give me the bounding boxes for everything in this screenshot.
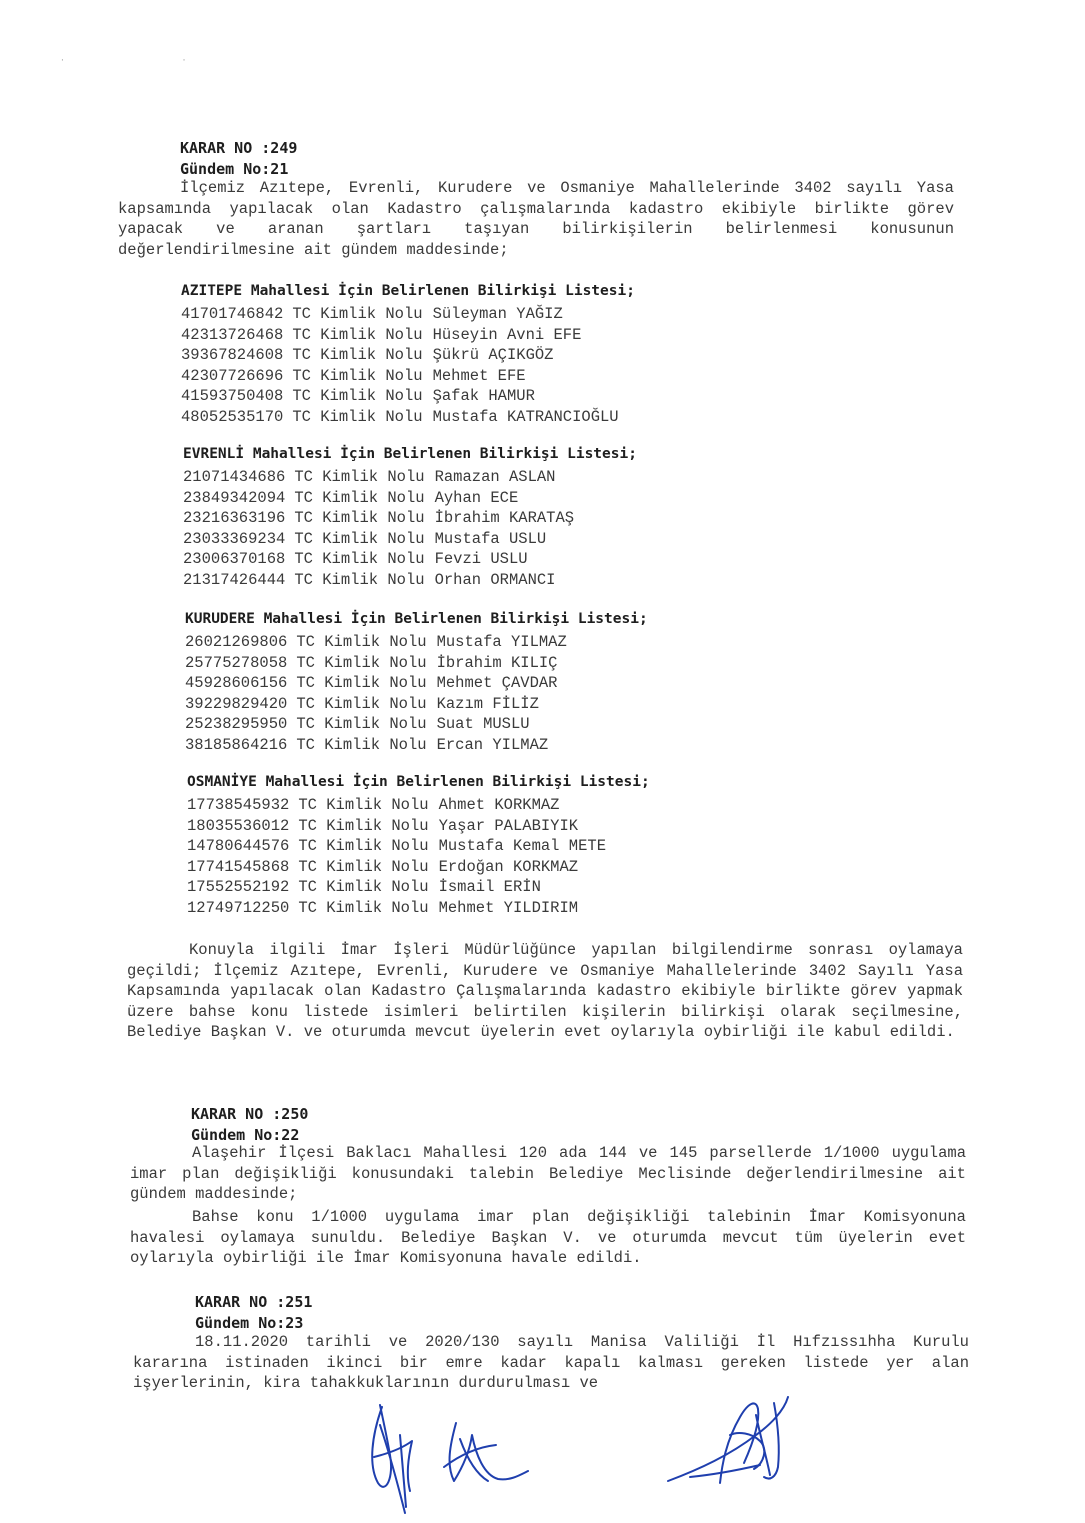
list-item: 12749712250 TC Kimlik Nolu Mehmet YILDIRIM	[187, 898, 579, 917]
list-title-kurudere: KURUDERE Mahallesi İçin Belirlenen Bilirkişi Listesi;	[185, 611, 648, 627]
list-item: 18035536012 TC Kimlik Nolu Yaşar PALABIYIK	[187, 816, 579, 835]
decision-250-result: Bahse konu 1/1000 uygulama imar plan değişikliği talebinin İmar Komisyonuna havalesi oylamaya sunuldu. Belediye Başkan V. ve oturumda mevcut tüm üyelerin evet oylarıyla oybirliği ile İmar Komisyonuna havale edildi.	[130, 1208, 966, 1267]
decision-250-header	[191, 1104, 308, 1146]
list-item: 23216363196 TC Kimlik Nolu İbrahim KARATAŞ	[183, 509, 575, 527]
decision-250-intro: Alaşehir İlçesi Baklacı Mahallesi 120 ada 144 ve 145 parsellerde 1/1000 uygulama imar plan değişikliği konusundaki talebin Belediye Meclisinde değerlendirilmesine ait gündem maddesinde;	[130, 1144, 966, 1203]
list-item: 21071434686 TC Kimlik Nolu Ramazan ASLAN	[183, 468, 556, 486]
list-kurudere	[185, 632, 567, 755]
karar-number: KARAR NO :251	[195, 1293, 313, 1311]
list-item: 14780644576 TC Kimlik Nolu Mustafa Kemal METE	[187, 837, 606, 855]
karar-number: KARAR NO :250	[191, 1105, 309, 1123]
list-item: 39367824608 TC Kimlik Nolu Şükrü AÇIKGÖZ	[181, 346, 554, 364]
scan-specks: · ·	[60, 56, 243, 65]
gundem-number: Gündem No:23	[195, 1314, 304, 1332]
list-item: 25238295950 TC Kimlik Nolu Suat MUSLU	[185, 715, 530, 733]
list-item: 42307726696 TC Kimlik Nolu Mehmet EFE	[181, 366, 526, 385]
decision-249-intro: İlçemiz Azıtepe, Evrenli, Kurudere ve Osmaniye Mahallelerinde 3402 sayılı Yasa kapsamında yapılacak olan Kadastro çalışmalarında kadastro ekibiyle birlikte görev yapacak ve aranan şartları taşıyan bilirkişilerin belirlenmesi konusunun değerlendirilmesine ait gündem maddesinde;	[118, 179, 954, 259]
signature-left	[360, 1395, 540, 1520]
list-item: 38185864216 TC Kimlik Nolu Ercan YILMAZ	[185, 735, 549, 754]
list-item: 25775278058 TC Kimlik Nolu İbrahim KILIÇ	[185, 653, 558, 672]
list-item: 23033369234 TC Kimlik Nolu Mustafa USLU	[183, 529, 547, 548]
decision-249-header	[180, 138, 297, 180]
list-evrenli	[183, 467, 574, 590]
list-item: 26021269806 TC Kimlik Nolu Mustafa YILMAZ	[185, 633, 567, 651]
list-item: 23006370168 TC Kimlik Nolu Fevzi USLU	[183, 550, 528, 568]
list-item: 17741545868 TC Kimlik Nolu Erdoğan KORKMAZ	[187, 857, 579, 876]
list-item: 41593750408 TC Kimlik Nolu Şafak HAMUR	[181, 387, 535, 405]
list-item: 17552552192 TC Kimlik Nolu İsmail ERİN	[187, 878, 541, 896]
list-title-evrenli: EVRENLİ Mahallesi İçin Belirlenen Bilirkişi Listesi;	[183, 446, 637, 462]
list-title-azitepe: AZITEPE Mahallesi İçin Belirlenen Bilirkişi Listesi;	[181, 283, 635, 299]
gundem-number: Gündem No:22	[191, 1126, 300, 1144]
decision-251-header	[195, 1292, 312, 1334]
gundem-number: Gündem No:21	[180, 160, 289, 178]
list-item: 41701746842 TC Kimlik Nolu Süleyman YAĞIZ	[181, 305, 563, 323]
list-item: 21317426444 TC Kimlik Nolu Orhan ORMANCI	[183, 570, 556, 589]
list-item: 45928606156 TC Kimlik Nolu Mehmet ÇAVDAR	[185, 674, 558, 692]
signature-right	[660, 1385, 800, 1495]
list-item: 39229829420 TC Kimlik Nolu Kazım FİLİZ	[185, 694, 539, 713]
list-azitepe	[181, 304, 619, 427]
decision-249-result: Konuyla ilgili İmar İşleri Müdürlüğünce yapılan bilgilendirme sonrası oylamaya geçildi; İlçemiz Azıtepe, Evrenli, Kurudere ve Osmaniye Mahallelerinde 3402 Sayılı Yasa Kapsamında yapılacak olan Kadastro Çalışmalarında kadastro ekibiyle birlikte görev yapmak üzere bahse konu listede isimleri belirtilen kişilerin bilirkişi olarak seçilmesine, Belediye Başkan V. ve oturumda mevcut üyelerin evet oylarıyla oybirliği ile kabul edildi.	[127, 941, 963, 1041]
list-item: 17738545932 TC Kimlik Nolu Ahmet KORKMAZ	[187, 796, 560, 814]
list-item: 23849342094 TC Kimlik Nolu Ayhan ECE	[183, 488, 519, 507]
karar-number: KARAR NO :249	[180, 139, 298, 157]
list-title-osmaniye: OSMANİYE Mahallesi İçin Belirlenen Bilirkişi Listesi;	[187, 774, 650, 790]
decision-251-intro: 18.11.2020 tarihli ve 2020/130 sayılı Manisa Valiliği İl Hıfzıssıhha Kurulu kararına istinaden ikinci bir emre kadar kapalı kalması gereken listede yer alan işyerlerinin, kira tahakkuklarının durdurulması ve	[133, 1333, 969, 1392]
list-item: 48052535170 TC Kimlik Nolu Mustafa KATRANCIOĞLU	[181, 407, 619, 426]
list-osmaniye	[187, 795, 606, 918]
list-item: 42313726468 TC Kimlik Nolu Hüseyin Avni EFE	[181, 325, 582, 344]
